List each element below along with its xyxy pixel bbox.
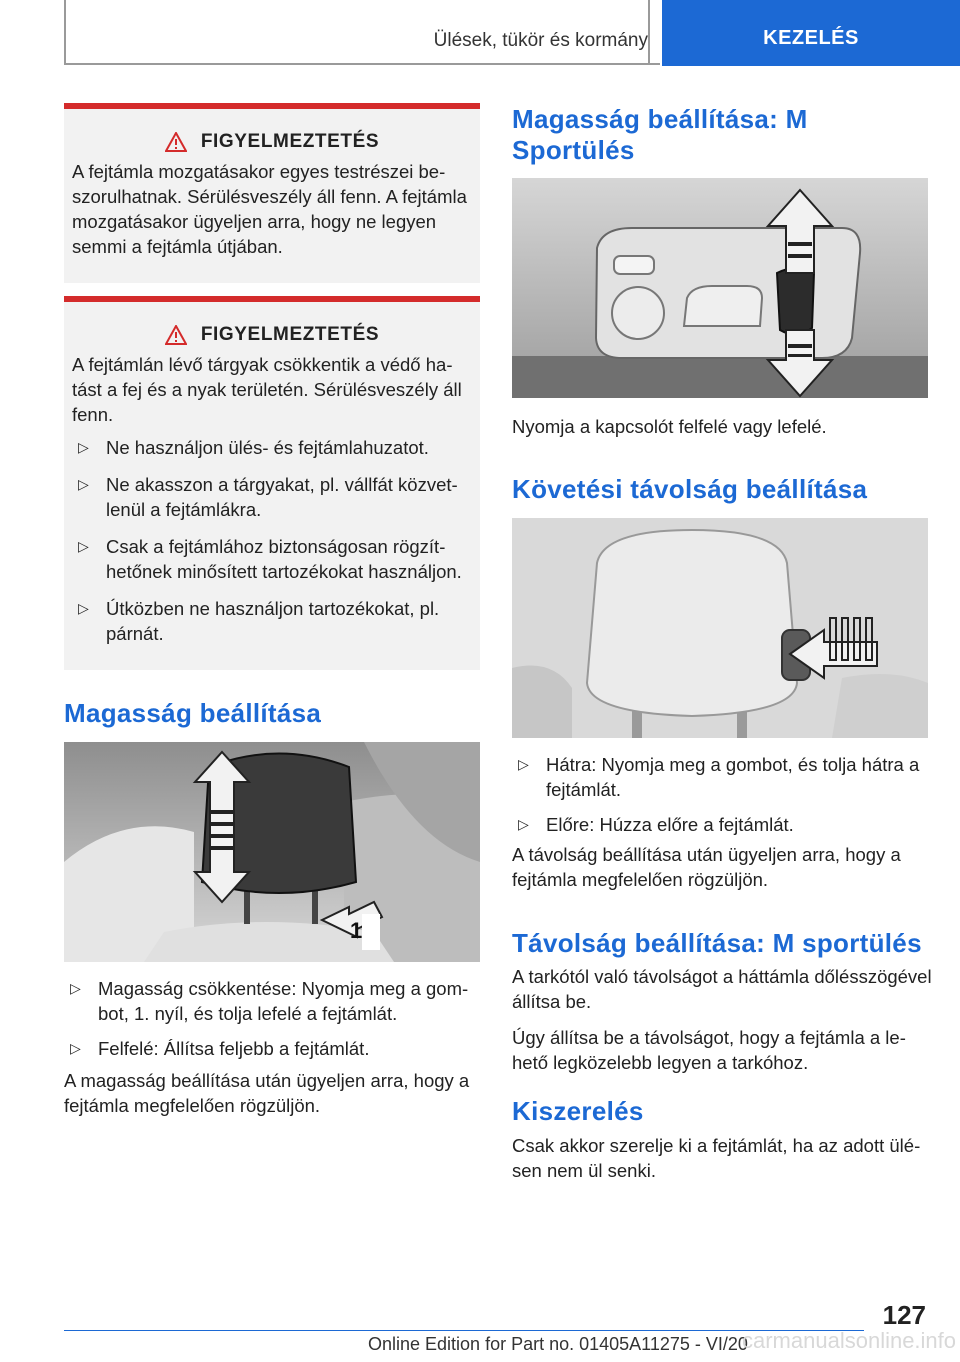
header-rule-bottom: [64, 63, 660, 65]
callout-number: 1: [350, 918, 363, 943]
warning-header: [72, 324, 472, 346]
distance-steps: [512, 752, 928, 847]
headrest-height-illustration: [64, 742, 480, 962]
page-number: 127: [882, 1300, 926, 1330]
warning-triangle-icon: [165, 132, 187, 152]
warning-list: [72, 435, 472, 646]
m-seat-switch-illustration: [512, 178, 928, 398]
heading-distance-m: Távolság beállítása: M sportülés: [512, 928, 922, 958]
header-rule-mid: [648, 0, 650, 64]
watermark: carmanualsonline.info: [742, 1328, 957, 1353]
list-item: ▷ Útközben ne használjon tartozékokat, pl. párnát.: [72, 596, 472, 646]
headrest-height-photo: [64, 742, 480, 962]
heading-height: Magasság beállítása: [64, 698, 322, 728]
header-section-title: Ülések, tükör és kormány: [433, 30, 648, 51]
footer-edition: Online Edition for Part no. 01405A11275 - VI/20: [368, 1334, 748, 1354]
height-steps: [64, 976, 480, 1071]
warning-box-1: [64, 103, 480, 283]
warning-triangle-icon: [165, 325, 187, 345]
list-item: ▷ Előre: Húzza előre a fejtámlát.: [512, 812, 928, 837]
warning-text: A fejtámla mozgatásakor egyes testrészei beszorulhatnak. Sérülésveszély áll fenn. A fejtámla mozgatásakor ügyeljen arra, hogy ne legyen semmi a fejtámla útjában.: [72, 161, 467, 257]
list-item: ▷ Csak a fejtámlához biztonságosan rögzíthetőnek minősített tartozékokat használjon.: [72, 534, 472, 584]
warning-box-2: [64, 296, 480, 670]
list-item: ▷ Felfelé: Állítsa feljebb a fejtámlát.: [64, 1036, 480, 1061]
list-item: ▷ Hátra: Nyomja meg a gombot, és tolja hátra a fejtámlát.: [512, 752, 928, 802]
distance-m-text-2: Úgy állítsa be a távolságot, hogy a fejtámla a lehető legközelebb legyen a tarkóhoz.: [512, 1027, 906, 1073]
warning-title: FIGYELMEZTETÉS: [200, 131, 380, 152]
distance-note: A távolság beállítása után ügyeljen arra, hogy a fejtámla megfelelően rögzüljön.: [512, 844, 901, 890]
distance-m-text-1: A tarkótól való távolságot a háttámla dőlésszögével állítsa be.: [512, 966, 932, 1012]
warning-text: A fejtámlán lévő tárgyak csökkentik a védő hatást a fej és a nyak területén. Sérülésveszély áll fenn.: [72, 354, 462, 425]
heading-removal: Kiszerelés: [512, 1096, 644, 1126]
headrest-distance-photo: [512, 518, 928, 738]
headrest-distance-illustration: [512, 518, 928, 738]
heading-distance: Követési távolság beállítása: [512, 474, 868, 504]
list-item: ▷ Ne használjon ülés- és fejtámlahuzatot.: [72, 435, 472, 460]
header-chapter-tab[interactable]: KEZELÉS: [662, 0, 960, 66]
list-item: ▷ Magasság csökkentése: Nyomja meg a gombot, 1. nyíl, és tolja lefelé a fejtámlát.: [64, 976, 480, 1026]
heading-height-m: Magasság beállítása: M Sportülés: [512, 104, 808, 165]
height-m-text: Nyomja a kapcsolót felfelé vagy lefelé.: [512, 416, 827, 437]
height-note: A magasság beállítása után ügyeljen arra, hogy a fejtámla megfelelően rögzüljön.: [64, 1070, 470, 1116]
removal-text: Csak akkor szerelje ki a fejtámlát, ha az adott ülésen nem ül senki.: [512, 1135, 921, 1181]
warning-title: FIGYELMEZTETÉS: [200, 324, 380, 345]
m-seat-switch-photo: [512, 178, 928, 398]
list-item: ▷ Ne akasszon a tárgyakat, pl. vállfát közvetlenül a fejtámlákra.: [72, 472, 472, 522]
warning-header: [72, 131, 472, 153]
header-rule-left: [64, 0, 66, 64]
